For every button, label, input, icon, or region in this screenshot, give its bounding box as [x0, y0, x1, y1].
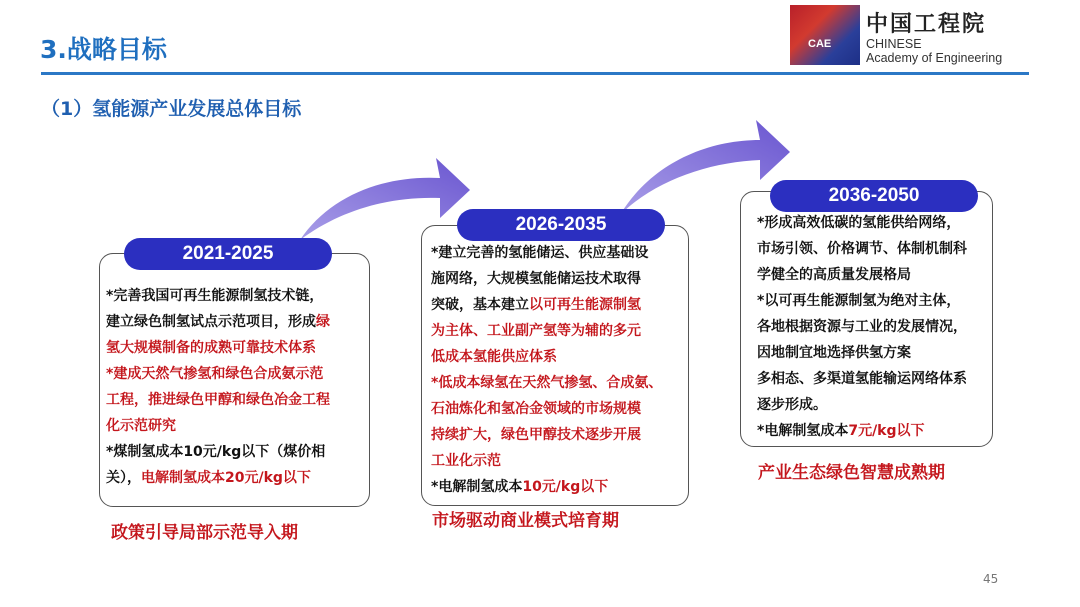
body-text: 逐步形成。: [757, 397, 827, 413]
phase-description-3: [757, 210, 997, 444]
description-line: [757, 392, 997, 418]
description-line: [106, 361, 371, 387]
slide-title: 3.战略目标: [40, 35, 167, 64]
highlight-text: 氢大规模制备的成熟可靠技术体系: [106, 340, 316, 356]
description-line: [431, 422, 693, 448]
description-line: [106, 309, 371, 335]
body-text: *形成高效低碳的氢能供给网络，: [757, 215, 961, 231]
highlight-text: 7元/kg以下: [848, 423, 925, 439]
description-line: [431, 318, 693, 344]
body-text: *完善我国可再生能源制氢技术链，: [106, 288, 324, 304]
phase-period-1: 2021-2025: [124, 238, 332, 270]
description-line: [106, 439, 371, 465]
description-line: [757, 340, 997, 366]
description-line: [431, 344, 693, 370]
highlight-text: *建成天然气掺氢和绿色合成氨示范: [106, 366, 324, 382]
body-text: *建立完善的氢能储运、供应基础设: [431, 245, 649, 261]
phase-description-2: [431, 240, 693, 500]
description-line: [757, 314, 997, 340]
phase-period-2: 2026-2035: [457, 209, 665, 241]
description-line: [106, 335, 371, 361]
highlight-text: 低成本氢能供应体系: [431, 349, 557, 365]
description-line: [757, 366, 997, 392]
description-line: [431, 396, 693, 422]
body-text: 施网络，大规模氢能储运技术取得: [431, 271, 641, 287]
body-text: 关），: [106, 470, 141, 486]
description-line: [757, 288, 997, 314]
highlight-text: 工程，推进绿色甲醇和绿色冶金工程: [106, 392, 330, 408]
body-text: 市场引领、价格调节、体制机制科: [757, 241, 967, 257]
description-line: [106, 465, 371, 491]
description-line: [757, 236, 997, 262]
highlight-text: 以可再生能源制氢: [529, 297, 641, 313]
body-text: *以可再生能源制氢为绝对主体，: [757, 293, 961, 309]
description-line: [757, 418, 997, 444]
highlight-text: 10元/kg以下: [522, 479, 609, 495]
description-line: [757, 262, 997, 288]
section-subtitle: （1）氢能源产业发展总体目标: [41, 98, 302, 120]
highlight-text: 持续扩大，绿色甲醇技术逐步开展: [431, 427, 641, 443]
body-text: 各地根据资源与工业的发展情况，: [757, 319, 967, 335]
description-line: [757, 210, 997, 236]
highlight-text: 为主体、工业副产氢等为辅的多元: [431, 323, 641, 339]
description-line: [106, 387, 371, 413]
highlight-text: 石油炼化和氢冶金领域的市场规模: [431, 401, 641, 417]
highlight-text: 工业化示范: [431, 453, 501, 469]
highlight-text: 绿: [316, 314, 330, 330]
logo-name-en-line2: Academy of Engineering: [866, 51, 1003, 65]
description-line: [431, 292, 693, 318]
logo-name-en-line1: CHINESE: [866, 37, 922, 51]
body-text: 多相态、多渠道氢能输运网络体系: [757, 371, 967, 387]
body-text: 因地制宜地选择供氢方案: [757, 345, 911, 361]
page-number: 45: [983, 572, 999, 586]
phase-caption-2: 市场驱动商业模式培育期: [432, 511, 619, 531]
highlight-text: 电解制氢成本20元/kg以下: [141, 470, 311, 486]
body-text: *电解制氢成本: [757, 423, 849, 439]
phase-caption-3: 产业生态绿色智慧成熟期: [758, 463, 945, 483]
logo-name-cn: 中国工程院: [866, 11, 987, 37]
description-line: [106, 413, 371, 439]
body-text: 建立绿色制氢试点示范项目，形成: [106, 314, 316, 330]
logo-abbr: CAE: [808, 38, 832, 50]
phase-period-3: 2036-2050: [770, 180, 978, 212]
description-line: [431, 240, 693, 266]
description-line: [431, 370, 693, 396]
body-text: *煤制氢成本10元/kg以下（煤价相: [106, 444, 326, 460]
body-text: 突破，基本建立: [431, 297, 529, 313]
highlight-text: *低成本绿氢在天然气掺氢、合成氨、: [431, 375, 663, 391]
highlight-text: 化示范研究: [106, 418, 176, 434]
description-line: [431, 448, 693, 474]
description-line: [106, 283, 371, 309]
description-line: [431, 474, 693, 500]
body-text: 学健全的高质量发展格局: [757, 267, 911, 283]
phase-caption-1: 政策引导局部示范导入期: [111, 523, 298, 543]
description-line: [431, 266, 693, 292]
phase-description-1: [106, 283, 371, 491]
body-text: *电解制氢成本: [431, 479, 523, 495]
